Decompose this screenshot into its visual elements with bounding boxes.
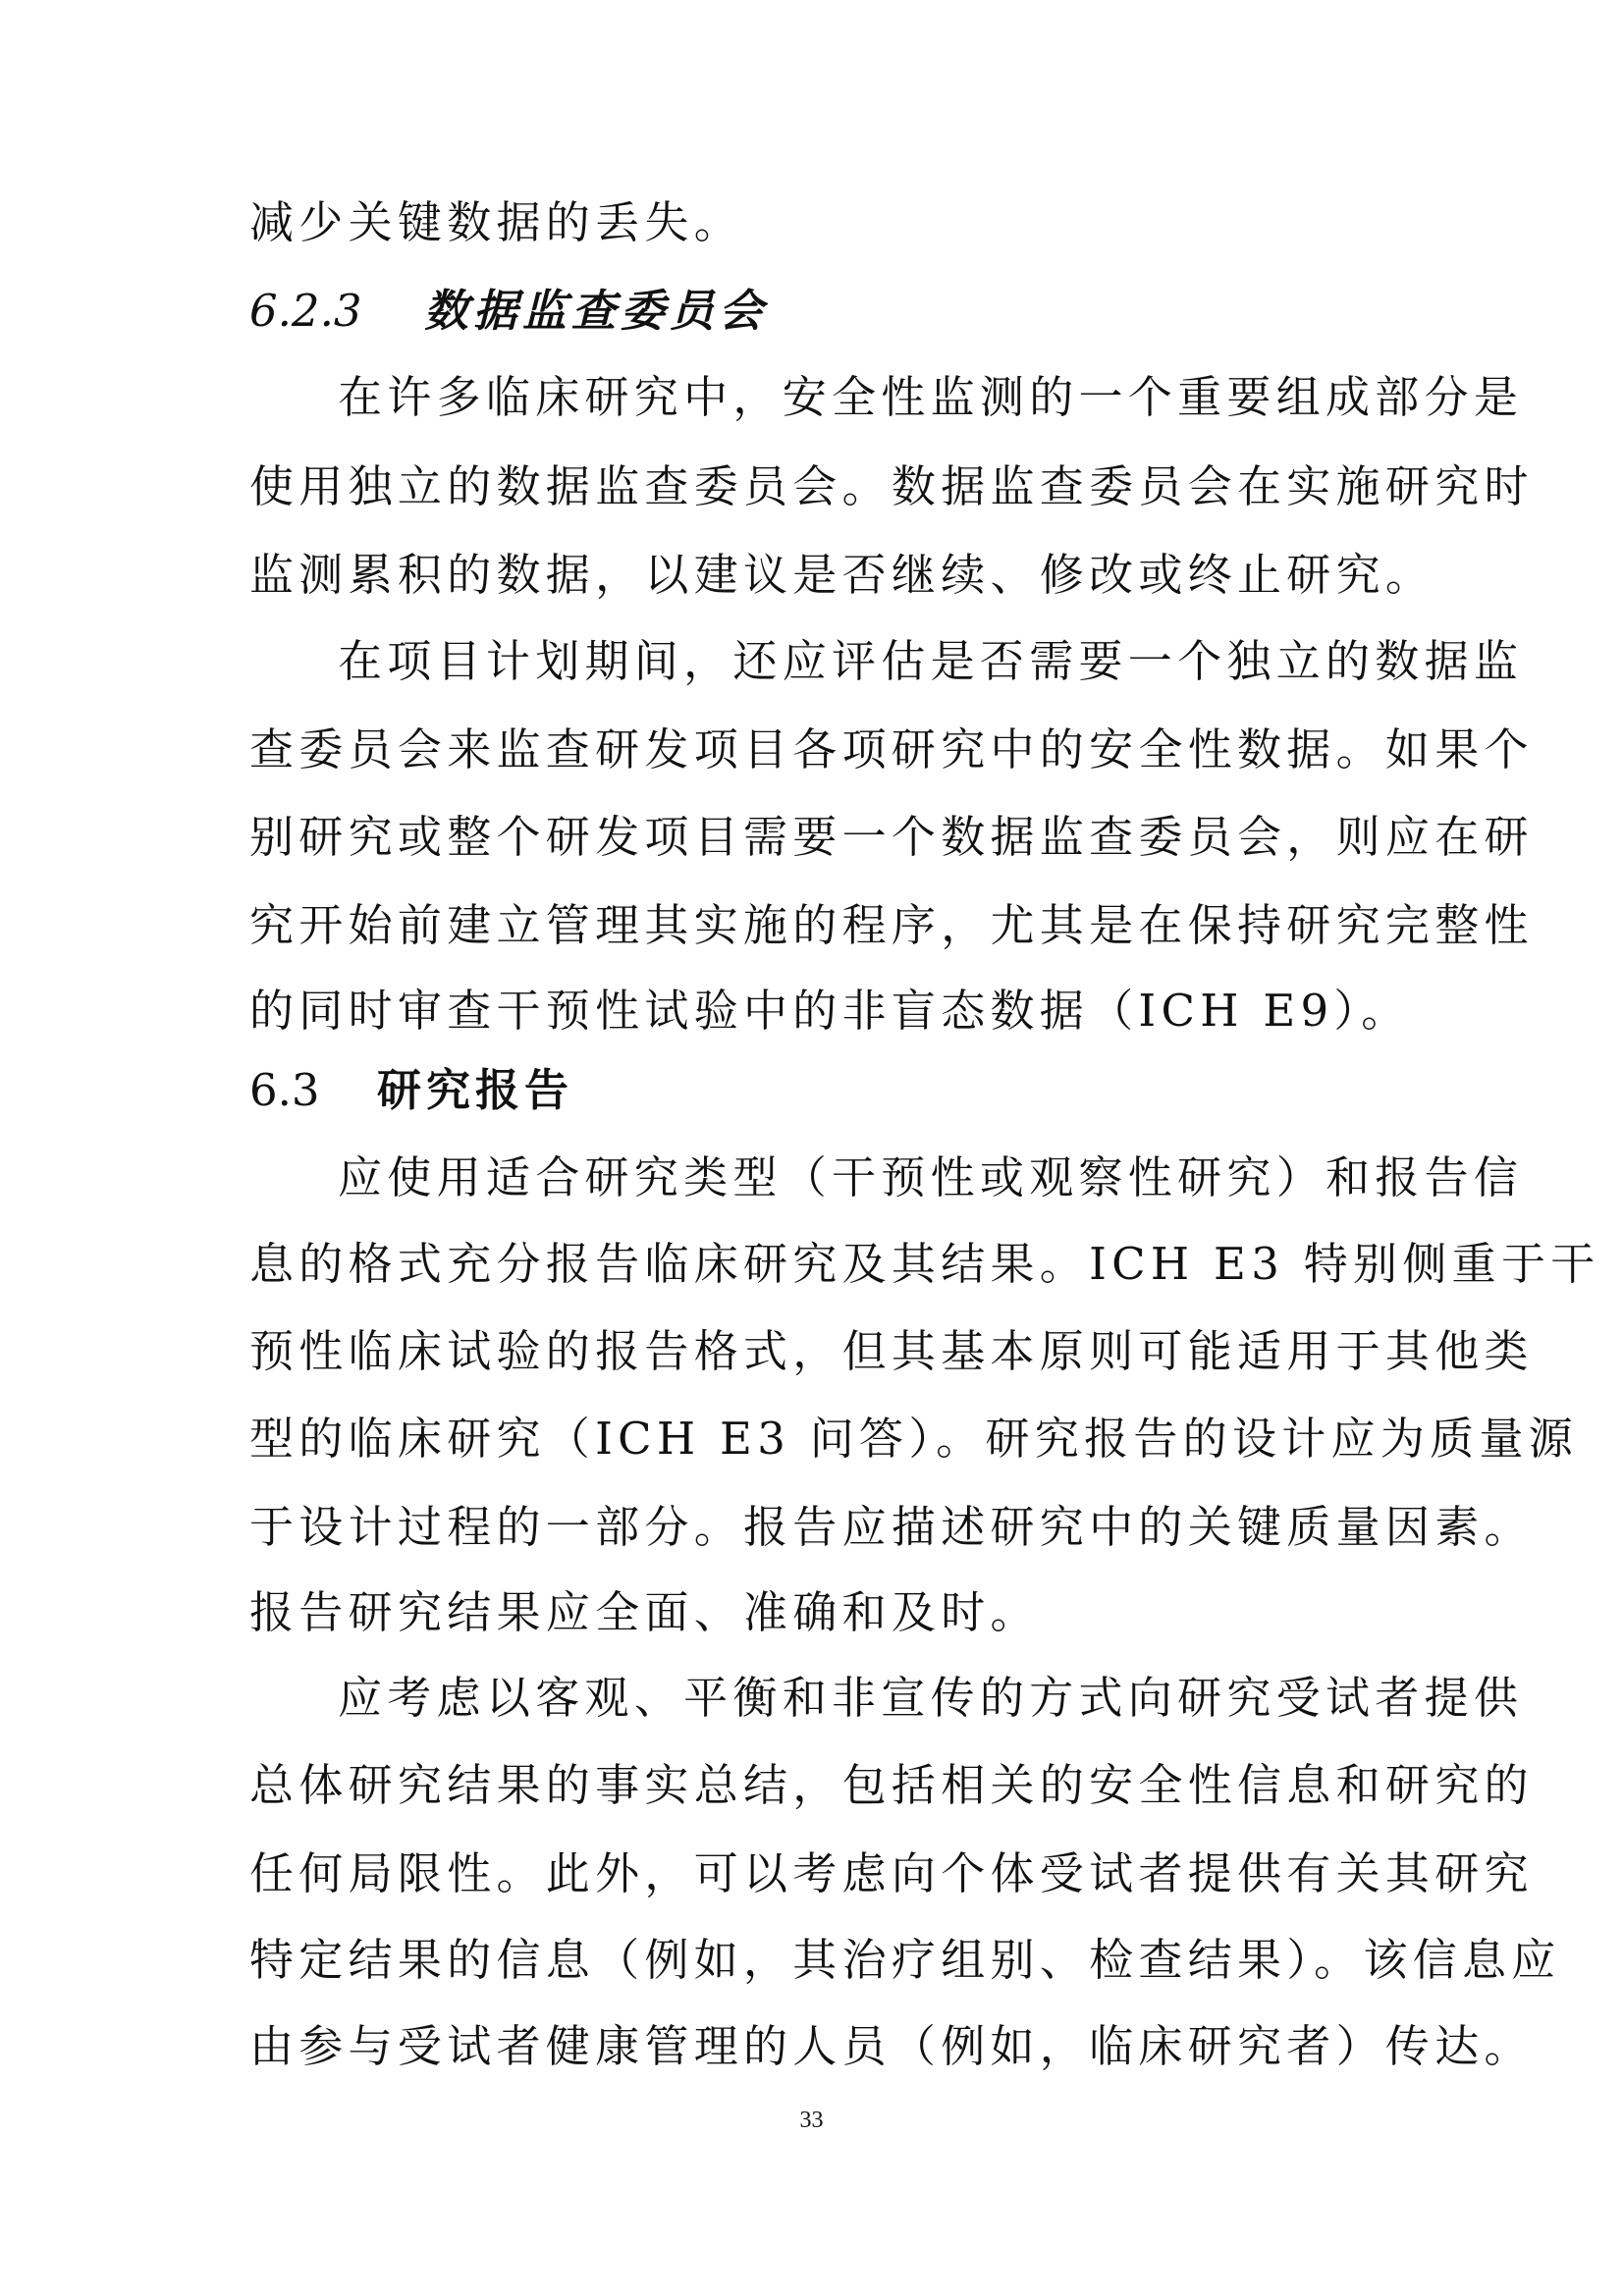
body-line: 任何局限性。此外，可以考虑向个体受试者提供有关其研究	[249, 1847, 1534, 1899]
body-line: 在项目计划期间，还应评估是否需要一个独立的数据监	[338, 635, 1524, 687]
body-line: 应考虑以客观、平衡和非宣传的方式向研究受试者提供	[338, 1672, 1524, 1724]
section-heading-6-2-3	[249, 282, 768, 341]
body-line: 监测累积的数据，以建议是否继续、修改或终止研究。	[249, 549, 1435, 601]
body-line: 减少关键数据的丢失。	[249, 196, 744, 248]
page-number: 33	[799, 2108, 824, 2133]
body-line: 特定结果的信息（例如，其治疗组别、检查结果）。该信息应	[249, 1934, 1561, 1986]
section-number: 6.3	[249, 1064, 320, 1116]
body-line: 总体研究结果的事实总结，包括相关的安全性信息和研究的	[249, 1759, 1534, 1811]
body-line: 由参与受试者健康管理的人员（例如，临床研究者）传达。	[249, 2020, 1534, 2072]
body-line: 于设计过程的一部分。报告应描述研究中的关键质量因素。	[249, 1501, 1534, 1553]
body-line: 的同时审查干预性试验中的非盲态数据（ICH E9）。	[249, 985, 1411, 1037]
body-line: 息的格式充分报告临床研究及其结果。ICH E3 特别侧重于干	[249, 1238, 1600, 1290]
body-line: 预性临床试验的报告格式，但其基本原则可能适用于其他类	[249, 1325, 1534, 1377]
body-line: 应使用适合研究类型（干预性或观察性研究）和报告信	[338, 1151, 1524, 1203]
section-number: 6.2.3	[249, 285, 362, 337]
body-line: 在许多临床研究中，安全性监测的一个重要组成部分是	[338, 371, 1524, 423]
body-line: 查委员会来监查研发项目各项研究中的安全性数据。如果个	[249, 723, 1534, 775]
body-line: 使用独立的数据监查委员会。数据监查委员会在实施研究时	[249, 460, 1534, 512]
body-line: 究开始前建立管理其实施的程序，尤其是在保持研究完整性	[249, 899, 1534, 951]
body-line: 别研究或整个研发项目需要一个数据监查委员会，则应在研	[249, 811, 1534, 863]
body-line: 型的临床研究（ICH E3 问答）。研究报告的设计应为质量源	[249, 1413, 1579, 1465]
body-line: 报告研究结果应全面、准确和及时。	[249, 1586, 1040, 1638]
section-title: 研究报告	[377, 1064, 574, 1116]
section-heading-6-3	[249, 1061, 573, 1120]
section-title: 数据监查委员会	[424, 285, 769, 337]
